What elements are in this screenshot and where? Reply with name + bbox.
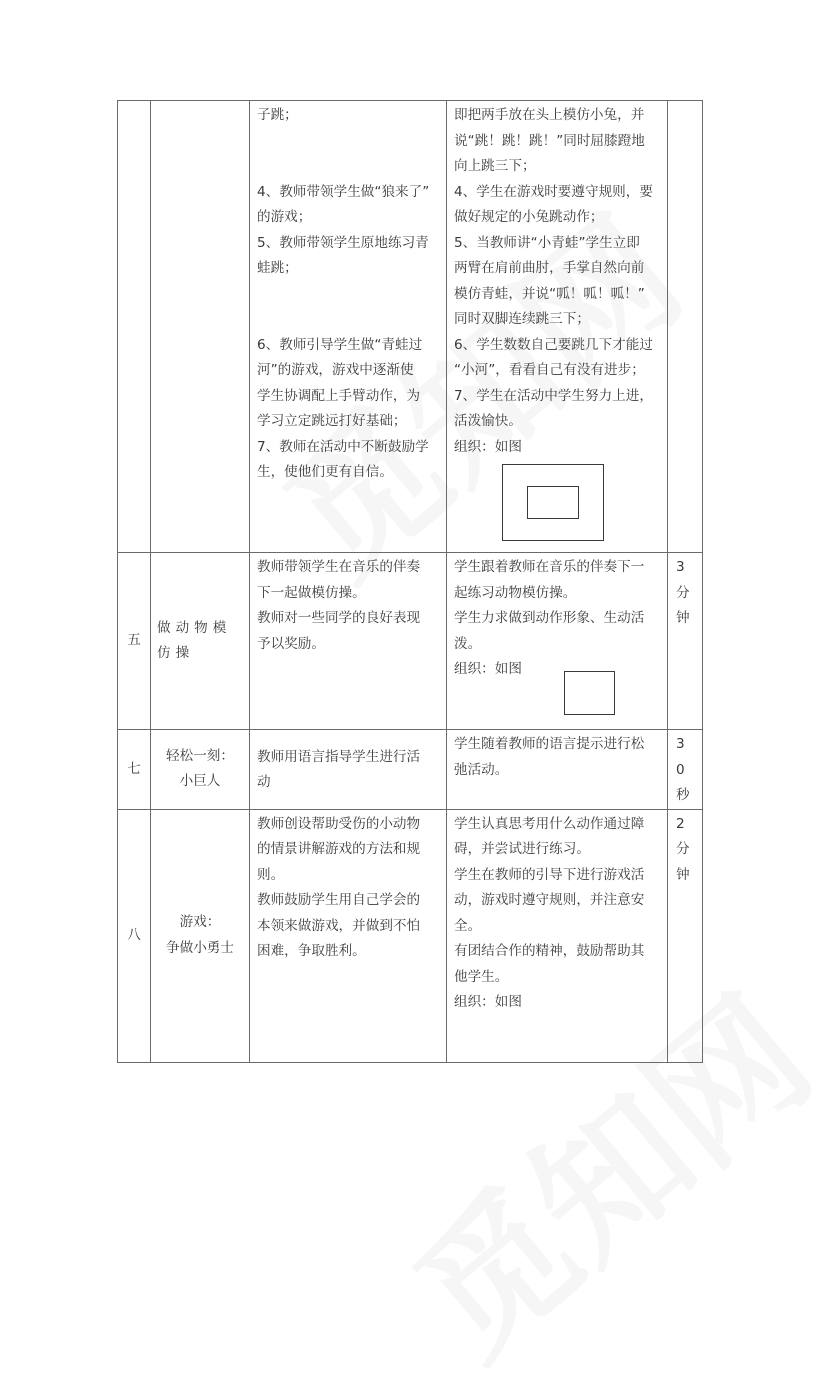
organization-label: 组织：如图 [454,661,522,677]
student-line: 向上跳三下； [454,158,536,174]
activity-title-cell [151,101,250,553]
formation-diagram-square [454,683,661,715]
activity-title-cell [151,809,250,1062]
teacher-line: 教师创设帮助受伤的小动物 [257,815,421,832]
activity-title-cell [151,553,250,730]
time-cell [668,101,703,553]
teacher-line: 教师对一些同学的良好表现 [257,610,421,626]
time-cell [668,730,703,810]
teacher-line: 教师带领学生在音乐的伴奏 [257,559,421,575]
student-line: 学生在教师的引导下进行游戏活 [454,866,645,883]
time-value: 30秒 [676,736,690,803]
student-line: 做好规定的小兔跳动作； [454,209,604,225]
student-line: 有团结合作的精神，鼓励帮助其 [454,943,645,959]
inner-rectangle [527,486,579,519]
teacher-activity-cell [250,730,447,810]
student-line: 学生力求做到动作形象、生动活 [454,610,645,626]
table-row [118,809,703,1062]
student-line: 活泼愉快。 [454,413,522,429]
activity-title: 小巨人 [179,773,221,790]
teacher-line: 动 [257,774,271,791]
teacher-line: 5、教师带领学生原地练习青 [257,234,429,251]
table-row [118,553,703,730]
teacher-line: 困难，争取胜利。 [257,943,366,959]
student-line: 弛活动。 [454,761,509,778]
row-number-cell [118,809,151,1062]
student-line: 学生随着教师的语言提示进行松 [454,736,645,752]
student-activity-cell [447,730,668,810]
student-line: 泼。 [454,635,482,652]
row-number-cell [118,553,151,730]
time-value: 2分钟 [676,815,690,883]
student-line: 模仿青蛙，并说“呱！呱！呱！” [454,285,645,302]
teacher-line: 的游戏； [257,209,312,225]
teacher-line: 6、教师引导学生做“青蛙过 [257,336,423,353]
activity-title: 轻松一刻： [166,747,234,764]
square [564,671,615,715]
row-number: 七 [127,760,141,777]
student-line: 同时双脚连续跳三下； [454,311,590,327]
student-line: 碍，并尝试进行练习。 [454,841,590,857]
teacher-line: 本领来做游戏，并做到不怕 [257,917,421,934]
activity-title: 游戏： [179,914,221,930]
table-row [118,101,703,553]
teacher-activity-cell [250,101,447,553]
student-line: 两臂在肩前曲肘，手掌自然向前 [454,260,645,276]
organization-label: 组织：如图 [454,994,522,1010]
student-activity-cell [447,553,668,730]
student-line: 他学生。 [454,968,509,985]
activity-title: 争做小勇士 [166,939,234,956]
student-activity-cell [447,809,668,1062]
teacher-line: 学生协调配上手臂动作，为 [257,387,421,404]
time-cell [668,809,703,1062]
student-line: 学生跟着教师在音乐的伴奏下一 [454,559,645,575]
teacher-line: 河”的游戏，游戏中逐渐使 [257,362,414,378]
student-line: 动，游戏时遵守规则，并注意安 [454,892,645,908]
student-line: 7、学生在活动中学生努力上进， [454,387,653,404]
teacher-line: 7、教师在活动中不断鼓励学 [257,438,429,455]
teacher-line: 生，使他们更有自信。 [257,464,393,480]
row-number: 八 [127,926,141,943]
student-line: 5、当教师讲“小青蛙”学生立即 [454,234,640,251]
teacher-line: 下一起做模仿操。 [257,584,366,601]
teacher-activity-cell [250,809,447,1062]
student-activity-cell [447,101,668,553]
student-line: 学生认真思考用什么动作通过障 [454,815,645,832]
teacher-line: 教师鼓励学生用自己学会的 [257,892,421,908]
activity-title-cell [151,730,250,810]
formation-diagram-nested [454,460,661,548]
time-cell [668,553,703,730]
teacher-line: 子跳； [257,107,298,123]
teacher-line: 予以奖励。 [257,635,325,652]
table-row [118,730,703,810]
teacher-activity-cell [250,553,447,730]
activity-title: 做动物模仿操 [157,619,232,661]
teacher-line: 教师用语言指导学生进行活 [257,748,421,765]
student-line: 全。 [454,917,482,934]
time-value: 3分钟 [676,559,690,626]
teacher-line: 蛙跳； [257,260,298,276]
row-number-cell [118,101,151,553]
lesson-plan-table [117,100,703,1063]
row-number: 五 [127,632,141,649]
student-line: “小河”，看看自己有没有进步； [454,362,645,378]
teacher-line: 学习立定跳远打好基础； [257,413,407,429]
teacher-line: 的情景讲解游戏的方法和规 [257,841,421,857]
teacher-line: 则。 [257,866,285,883]
organization-label: 组织：如图 [454,438,522,455]
student-line: 4、学生在游戏时要遵守规则，要 [454,183,653,200]
row-number-cell [118,730,151,810]
student-line: 6、学生数数自己要跳几下才能过 [454,336,653,353]
student-line: 起练习动物模仿操。 [454,584,577,601]
student-line: 即把两手放在头上模仿小兔，并 [454,107,645,123]
teacher-line: 4、教师带领学生做“狼来了” [257,183,430,200]
student-line: 说“跳！跳！跳！”同时屈膝蹬地 [454,132,645,149]
